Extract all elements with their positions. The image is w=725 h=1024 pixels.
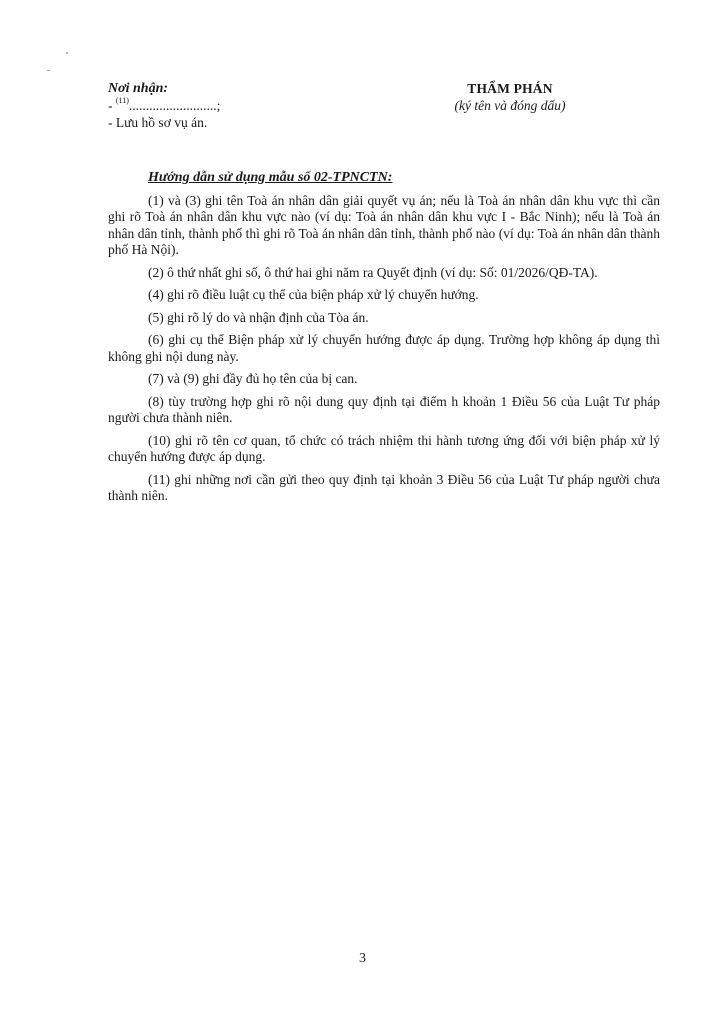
scan-speck (66, 52, 68, 54)
guide-item: (6) ghi cụ thể Biện pháp xử lý chuyển hướng được áp dụng. Trường hợp không áp dụng thì không ghi nội dung này. (108, 332, 660, 364)
recipient-prefix: - (108, 98, 116, 113)
usage-guide (108, 170, 660, 511)
guide-heading: Hướng dẫn sử dụng mẫu số 02-TPNCTN: (148, 170, 393, 185)
recipient-archive-line: - Lưu hồ sơ vụ án. (108, 115, 208, 130)
recipient-dots: ..........................; (128, 98, 221, 113)
guide-item: (1) và (3) ghi tên Toà án nhân dân giải quyết vụ án; nếu là Toà án nhân dân khu vực thì cần ghi rõ Toà án nhân dân khu vực nào (ví dụ: Toà án nhân dân khu vực I - Bắc Ninh); nếu là Toà án nhân dân tỉnh, thành phố thì ghi rõ Toà án nhân dân tỉnh, thành phố nào (ví dụ: Toà án nhân dân thành phố Hà Nội). (108, 192, 660, 257)
footnote-ref: (11) (115, 95, 129, 105)
guide-item: (5) ghi rõ lý do và nhận định của Tòa án. (148, 309, 369, 325)
guide-item: (10) ghi rõ tên cơ quan, tổ chức có trách nhiệm thi hành tương ứng đối với biện pháp xử lý chuyển hướng được áp dụng. (108, 432, 660, 464)
guide-item: (11) ghi những nơi cần gửi theo quy định tại khoản 3 Điều 56 của Luật Tư pháp người chưa thành niên. (108, 471, 660, 503)
guide-item: (2) ô thứ nhất ghi số, ô thứ hai ghi năm ra Quyết định (ví dụ: Số: 01/2026/QĐ-TA). (148, 264, 598, 280)
guide-item: (4) ghi rõ điều luật cụ thể của biện pháp xử lý chuyển hướng. (148, 287, 479, 302)
recipients-label: Nơi nhận: (108, 81, 169, 96)
page-number: 3 (359, 951, 366, 966)
signer-subtitle: (ký tên và đóng dấu) (454, 98, 566, 113)
guide-item: (7) và (9) ghi đầy đủ họ tên của bị can. (148, 371, 358, 386)
recipient-line (108, 97, 368, 114)
scan-speck (47, 70, 50, 71)
guide-item: (8) tùy trường hợp ghi rõ nội dung quy định tại điểm h khoản 1 Điều 56 của Luật Tư pháp người chưa thành niên. (108, 393, 660, 425)
signer-title: THẨM PHÁN (467, 81, 553, 96)
recipients-block (108, 80, 368, 131)
signer-block (430, 80, 590, 114)
